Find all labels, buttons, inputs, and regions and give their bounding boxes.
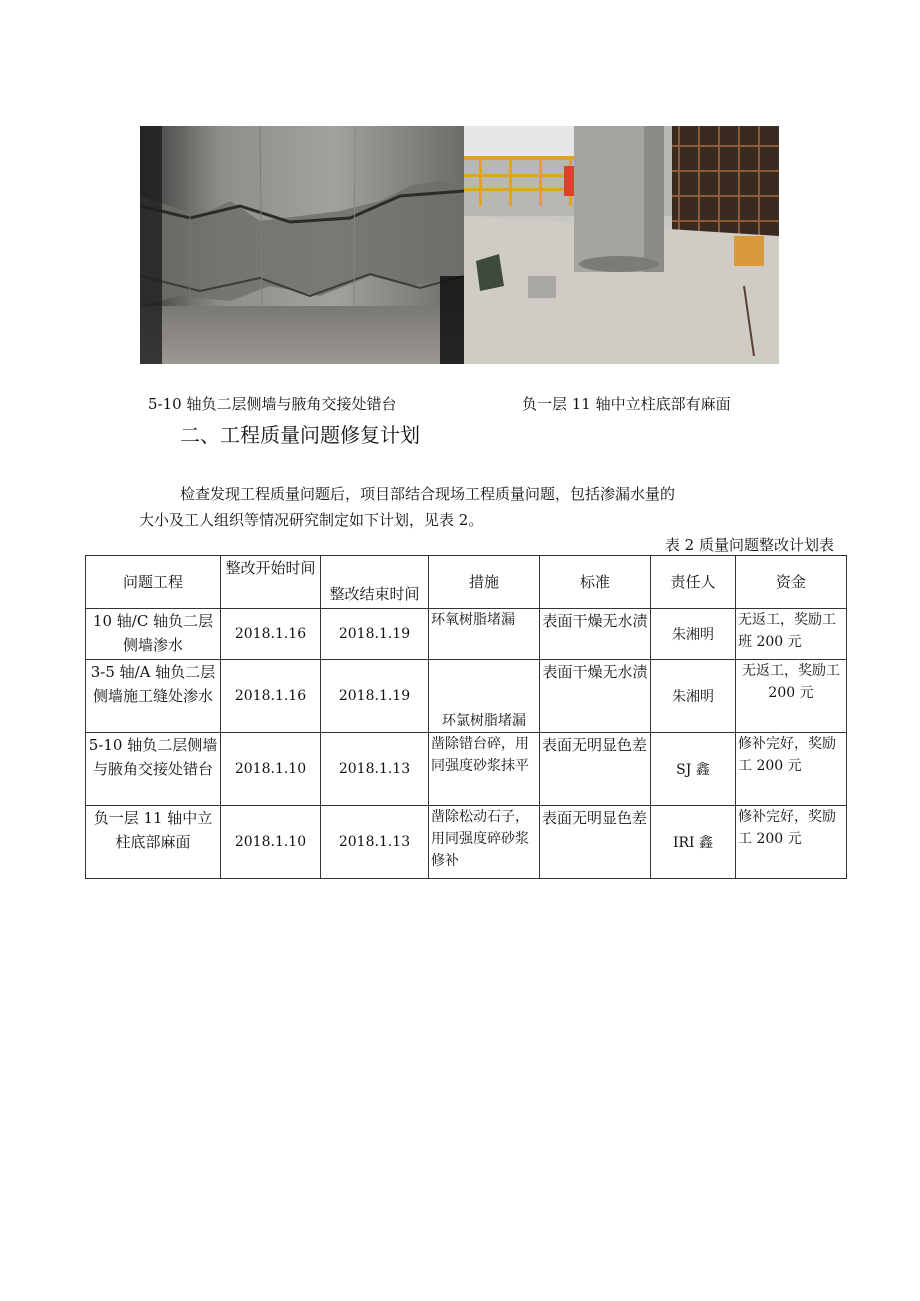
rectification-plan-table (85, 555, 847, 879)
paragraph-line-1: 检查发现工程质量问题后，项目部结合现场工程质量问题，包括渗漏水量的 (180, 485, 676, 503)
photo-left-caption: 5-10 轴负二层侧墙与腋角交接处错台 (148, 395, 397, 413)
photo-column-honeycomb (464, 126, 779, 364)
cell-standard: 表面无明显色差 (540, 733, 651, 806)
cell-measure: 凿除错台碎，用同强度砂浆抹平 (429, 733, 540, 806)
section-heading: 二、工程质量问题修复计划 (180, 423, 420, 447)
cell-start: 2018.1.16 (221, 660, 321, 733)
cell-funds: 无返工，奖励工 200 元 (736, 660, 847, 733)
cell-measure: 环氧树脂堵漏 (429, 609, 540, 660)
cell-problem: 3-5 轴/A 轴负二层侧墙施工缝处渗水 (86, 660, 221, 733)
cell-end: 2018.1.13 (321, 806, 429, 879)
cell-responsible: 朱湘明 (651, 609, 736, 660)
photo-right-caption: 负一层 11 轴中立柱底部有麻面 (522, 395, 731, 413)
cell-end: 2018.1.19 (321, 660, 429, 733)
cell-start: 2018.1.10 (221, 806, 321, 879)
header-funds: 资金 (736, 556, 847, 609)
header-measures: 措施 (429, 556, 540, 609)
table-row (86, 733, 847, 806)
cell-problem: 负一层 11 轴中立柱底部麻面 (86, 806, 221, 879)
header-start-time: 整改开始时间 (221, 556, 321, 609)
cell-responsible: IRI 鑫 (651, 806, 736, 879)
header-end-time: 整改结束时间 (321, 556, 429, 609)
cell-measure: 环氯树脂堵漏 (429, 660, 540, 733)
cell-standard: 表面无明显色差 (540, 806, 651, 879)
cell-start: 2018.1.10 (221, 733, 321, 806)
table-row (86, 660, 847, 733)
cell-standard: 表面干燥无水渍 (540, 609, 651, 660)
photo-wall-misalignment (140, 126, 464, 364)
table-caption: 表 2 质量问题整改计划表 (664, 536, 834, 554)
table-row (86, 609, 847, 660)
cell-funds: 无返工，奖励工班 200 元 (736, 609, 847, 660)
cell-problem: 5-10 轴负二层侧墙与腋角交接处错台 (86, 733, 221, 806)
cell-measure: 凿除松动石子，用同强度碎砂浆修补 (429, 806, 540, 879)
cell-funds: 修补完好，奖励工 200 元 (736, 806, 847, 879)
cell-start: 2018.1.16 (221, 609, 321, 660)
cell-responsible: 朱湘明 (651, 660, 736, 733)
cell-end: 2018.1.19 (321, 609, 429, 660)
header-responsible: 责任人 (651, 556, 736, 609)
cell-end: 2018.1.13 (321, 733, 429, 806)
cell-problem: 10 轴/C 轴负二层侧墙渗水 (86, 609, 221, 660)
table-row (86, 806, 847, 879)
cell-standard: 表面干燥无水渍 (540, 660, 651, 733)
paragraph-line-2: 大小及工人组织等情况研究制定如下计划，见表 2。 (139, 511, 484, 529)
cell-funds: 修补完好，奖励工 200 元 (736, 733, 847, 806)
header-standard: 标准 (540, 556, 651, 609)
cell-responsible: SJ 鑫 (651, 733, 736, 806)
table-header-row (86, 556, 847, 609)
header-problem: 问题工程 (86, 556, 221, 609)
